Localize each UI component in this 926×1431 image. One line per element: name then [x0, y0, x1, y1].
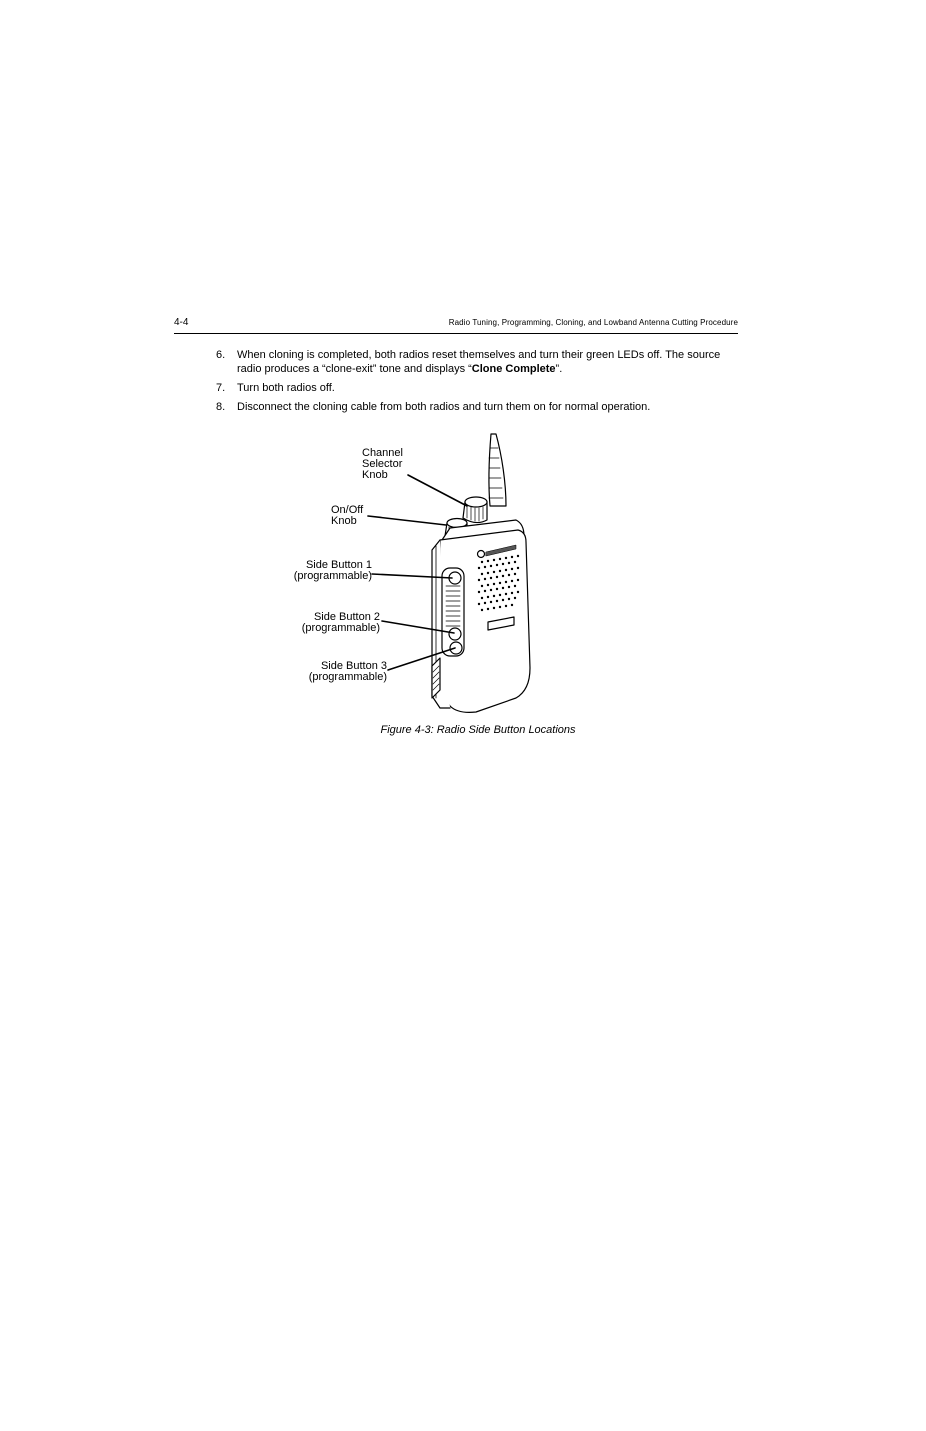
antenna [489, 434, 506, 506]
label-on-off-knob: On/Off Knob [331, 504, 364, 527]
side-button-3-drawing [450, 642, 462, 654]
header-rule [174, 333, 738, 334]
step-6 [216, 348, 746, 376]
radio-figure [280, 428, 580, 718]
step-text: Turn both radios off. [237, 382, 335, 394]
step-text-end: ”. [555, 363, 563, 375]
side-button-panel [442, 568, 464, 656]
step-text: When cloning is completed, both radios reset themselves and turn their green LEDs off. The source radio produces a “clone-exit” tone and displays “ [237, 349, 721, 375]
label-side-button-2: Side Button 2 (programmable) [301, 611, 380, 634]
side-button-2-drawing [449, 628, 461, 640]
label-side-button-1: Side Button 1 (programmable) [293, 559, 372, 582]
step-number: 6. [216, 349, 226, 361]
figure-caption: Figure 4-3: Radio Side Button Locations [380, 724, 576, 736]
page-number: 4-4 [174, 317, 189, 328]
label-channel-selector-knob: Channel Selector Knob [362, 447, 403, 481]
step-8 [216, 400, 746, 414]
step-7 [216, 381, 746, 395]
step-number: 7. [216, 382, 226, 394]
label-side-button-3: Side Button 3 (programmable) [308, 660, 387, 683]
running-header: Radio Tuning, Programming, Cloning, and Lowband Antenna Cutting Procedure [448, 318, 738, 327]
procedure-steps [216, 348, 746, 419]
step-number: 8. [216, 401, 226, 413]
channel-selector-knob-drawing [463, 497, 487, 523]
step-bold-text: Clone Complete [471, 363, 556, 375]
step-text: Disconnect the cloning cable from both radios and turn them on for normal operation. [237, 401, 651, 413]
